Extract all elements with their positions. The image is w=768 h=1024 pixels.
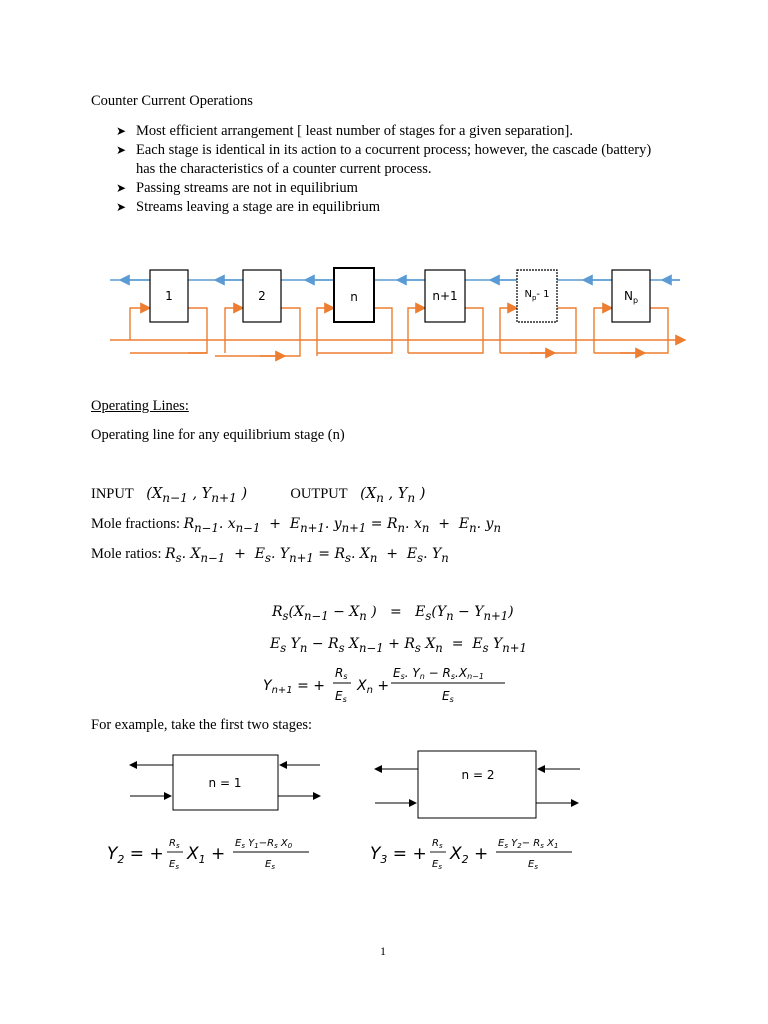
bullet-2-continued: has the characteristics of a counter current process. (136, 161, 432, 177)
bullet-arrow-icon: ➤ (116, 181, 127, 195)
example-box-label-2: n = 2 (461, 768, 495, 782)
svg-text:Es: $E_s$ (169, 859, 179, 871)
svg-text:Es Y2− Rs X1: $E_s$ $Y_2- R_s$ $X_1$ (498, 838, 559, 850)
page-number: 1 (380, 944, 386, 958)
svg-text:Es: $E_s$ (528, 859, 538, 871)
intro-line: Operating line for any equilibrium stage (n) (91, 427, 345, 443)
svg-text:X1 +: $X_1$ + (187, 844, 226, 866)
bottom-stream-line (110, 308, 685, 356)
svg-text:Es: $E_s$ (265, 859, 275, 871)
example-equation-2 (368, 832, 588, 878)
example-stage-2 (370, 748, 585, 823)
stage-label: n+1 (432, 289, 458, 303)
bullet-3: Passing streams are not in equilibrium (136, 180, 358, 196)
bullet-arrow-icon: ➤ (116, 200, 127, 214)
bullet-2: Each stage is identical in its action to a cocurrent process; however, the cascade (battery) (136, 142, 652, 158)
svg-text:Yn+1 = +: $Y_{n+1}$ = + (263, 678, 326, 696)
stage-label: 2 (258, 289, 266, 303)
operating-line-equation (255, 660, 515, 710)
input-output-line (91, 485, 425, 508)
bullet-4: Streams leaving a stage are in equilibrium (136, 199, 381, 215)
stage-label: 1 (165, 289, 173, 303)
svg-text:Es: $E_s$ (432, 859, 442, 871)
mole-fractions-label: Mole fractions: (91, 516, 180, 532)
equation-balance: $R_s(X_{n-1} - X_n$ ) = $E_s(Y_n - Y_{n+1})$ (272, 604, 514, 623)
stage-label-np: $N_p$ (623, 289, 639, 305)
mole-ratios-eq: $R_s$. $X_{n-1} + E_s$. $Y_{n+1} = R_s$. $X_n + E_s$. $Y_n$ (165, 546, 449, 565)
example-text: For example, take the first two stages: (91, 717, 313, 733)
section-title: Operating Lines: (91, 398, 189, 414)
svg-text:Xn +: $X_n$ + (357, 678, 390, 696)
bullet-1: Most efficient arrangement [ least number of stages for a given separation]. (136, 123, 573, 139)
svg-text:Es. Yn − Rs.Xn−1: Es. Yn − Rs.Xn−1 (393, 666, 484, 681)
mole-ratios-line (91, 545, 449, 568)
svg-text:Y3 = +: $Y_3$ = + (370, 844, 427, 866)
svg-text:Rs: Rs (335, 666, 348, 681)
stage-label-np-1: $N_p-$ 1 (524, 289, 550, 302)
stage-label: n (350, 290, 358, 304)
equation-expanded: $E_s$ $Y_n - R_s$ $X_{n-1} + R_s$ $X_n = E_s$ $Y_{n+1}$ (270, 636, 527, 655)
mole-fractions-eq: $R_{n-1}$. $x_{n-1} + E_{n+1}$. $y_{n+1} = R_n$. $x_n + E_n$. $y_n$ (183, 516, 501, 535)
bullet-arrow-icon: ➤ (116, 143, 127, 157)
example-box-label-1: n = 1 (208, 776, 242, 790)
cascade-diagram (0, 260, 768, 370)
svg-text:Es: Es (442, 689, 454, 704)
svg-text:Es Y1−Rs X0: $E_s$ $Y_1-R_s$ $X_0$ (235, 838, 293, 850)
svg-text:Rs: $R_s$ (432, 838, 443, 850)
svg-text:Es: Es (335, 689, 347, 704)
bullet-arrow-icon: ➤ (116, 124, 127, 138)
output-label: OUTPUT (290, 486, 348, 502)
page-heading: Counter Current Operations (91, 93, 253, 109)
mole-ratios-label: Mole ratios: (91, 546, 162, 562)
mole-fractions-line (91, 515, 501, 538)
output-vars: ($X_n$ , $Y_n$ ) (350, 486, 426, 505)
svg-text:X2 +: $X_2$ + (450, 844, 489, 866)
svg-text:Y2 = +: $Y_2$ = + (107, 844, 164, 866)
example-equation-1 (105, 832, 325, 878)
input-label: INPUT (91, 486, 134, 502)
example-stage-1 (125, 750, 335, 820)
svg-text:Rs: $R_s$ (169, 838, 180, 850)
input-vars: ($X_{n-1}$ , $Y_{n+1}$ ) (137, 486, 248, 505)
